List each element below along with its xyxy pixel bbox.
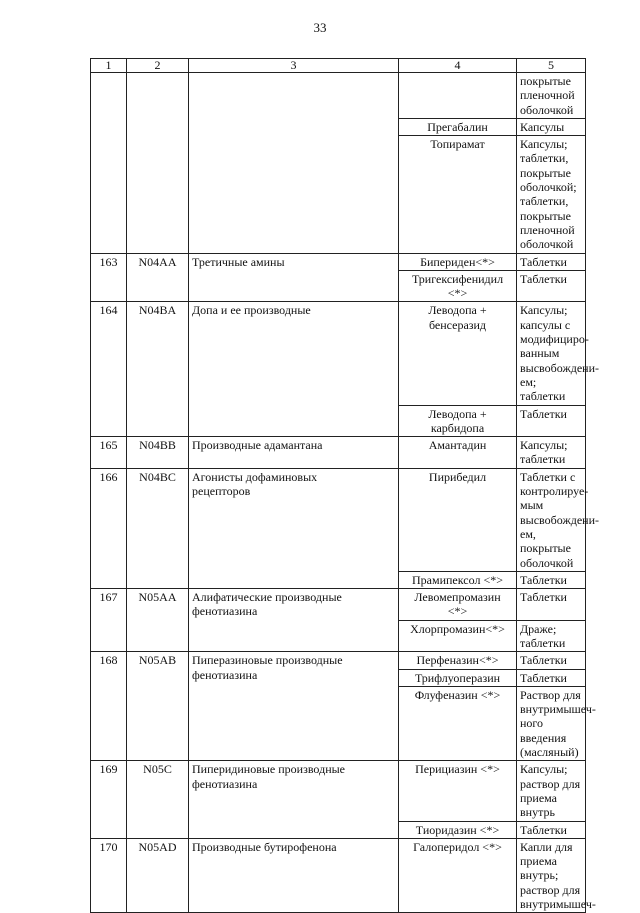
table-body	[91, 73, 600, 913]
column-header: 3	[189, 59, 399, 73]
drug-name-cell: Пирибедил	[399, 468, 517, 571]
dosage-form-cell: Таблетки	[517, 270, 586, 302]
drug-name-cell: Левомепромазин <*>	[399, 589, 517, 621]
atc-code-cell: N04AA	[127, 253, 189, 302]
drug-name-cell: Трифлуоперазин	[399, 669, 517, 686]
row-number-cell: 163	[91, 253, 127, 302]
drug-name-cell: Тиоридазин <*>	[399, 821, 517, 838]
group-name-cell: Пиперазиновые производные фенотиазина	[189, 652, 399, 761]
row-number-cell: 169	[91, 761, 127, 838]
table-row	[91, 652, 586, 669]
drug-name-cell: Перфеназин<*>	[399, 652, 517, 669]
group-name-cell: Пиперидиновые производные фенотиазина	[189, 761, 399, 838]
drug-name-cell: Прегабалин	[399, 118, 517, 135]
dosage-form-cell: Таблетки	[517, 405, 586, 437]
row-number-cell: 167	[91, 589, 127, 652]
medication-table	[90, 58, 600, 913]
dosage-form-cell: Таблетки	[517, 589, 586, 621]
row-number-cell: 164	[91, 302, 127, 437]
drug-name-cell: Леводопа + карбидопа	[399, 405, 517, 437]
drug-name-cell: Бипериден<*>	[399, 253, 517, 270]
group-name-cell: Агонисты дофаминовых рецепторов	[189, 468, 399, 588]
group-name-cell: Алифатические производные фенотиазина	[189, 589, 399, 652]
dosage-form-cell: Капсулы; таблетки	[517, 437, 586, 469]
header-row	[91, 59, 586, 73]
drug-name-cell: Топирамат	[399, 136, 517, 253]
dosage-form-cell: покрытые пленочной оболочкой	[517, 73, 586, 119]
drug-name-cell: Прамипексол <*>	[399, 571, 517, 588]
atc-code-cell: N04BB	[127, 437, 189, 469]
atc-code-cell: N04BA	[127, 302, 189, 437]
table-row	[91, 761, 586, 821]
column-header: 5	[517, 59, 586, 73]
dosage-form-cell: Таблетки с контролируе- мым высвобождени- ем, покрытые оболочкой	[517, 468, 586, 571]
table-row	[91, 253, 586, 270]
atc-code-cell: N05AD	[127, 838, 189, 912]
table-row	[91, 437, 586, 469]
atc-code-cell	[127, 73, 189, 254]
drug-name-cell: Галоперидол <*>	[399, 838, 517, 912]
drug-name-cell: Флуфеназин <*>	[399, 686, 517, 760]
dosage-form-cell: Таблетки	[517, 821, 586, 838]
drug-name-cell: Перициазин <*>	[399, 761, 517, 821]
atc-code-cell: N05AA	[127, 589, 189, 652]
group-name-cell: Производные адамантана	[189, 437, 399, 469]
drug-name-cell: Тригексифенидил <*>	[399, 270, 517, 302]
atc-code-cell: N05AB	[127, 652, 189, 761]
table-row	[91, 589, 586, 621]
row-number-cell: 166	[91, 468, 127, 588]
dosage-form-cell: Драже; таблетки	[517, 620, 586, 652]
dosage-form-cell: Капсулы	[517, 118, 586, 135]
atc-code-cell: N04BC	[127, 468, 189, 588]
dosage-form-cell: Капли для приема внутрь; раствор для внутримышеч-	[517, 838, 586, 912]
dosage-form-cell: Капсулы; таблетки, покрытые оболочкой; таблетки, покрытые пленочной оболочкой	[517, 136, 586, 253]
table-row	[91, 838, 586, 912]
group-name-cell: Производные бутирофенона	[189, 838, 399, 912]
dosage-form-cell: Капсулы; раствор для приема внутрь	[517, 761, 586, 821]
dosage-form-cell: Таблетки	[517, 669, 586, 686]
column-header: 2	[127, 59, 189, 73]
drug-name-cell: Амантадин	[399, 437, 517, 469]
table-row	[91, 302, 586, 405]
drug-name-cell: Хлорпромазин<*>	[399, 620, 517, 652]
column-header: 1	[91, 59, 127, 73]
drug-name-cell: Леводопа + бенсеразид	[399, 302, 517, 405]
row-number-cell	[91, 73, 127, 254]
dosage-form-cell: Таблетки	[517, 652, 586, 669]
dosage-form-cell: Таблетки	[517, 571, 586, 588]
dosage-form-cell: Капсулы; капсулы с модифициро- ванным высвобождени- ем; таблетки	[517, 302, 586, 405]
row-number-cell: 170	[91, 838, 127, 912]
row-number-cell: 168	[91, 652, 127, 761]
group-name-cell: Третичные амины	[189, 253, 399, 302]
group-name-cell	[189, 73, 399, 254]
page-number: 33	[313, 20, 327, 35]
dosage-form-cell: Раствор для внутримышеч- ного введения (масляный)	[517, 686, 586, 760]
column-header: 4	[399, 59, 517, 73]
drug-name-cell	[399, 73, 517, 119]
atc-code-cell: N05C	[127, 761, 189, 838]
table-row	[91, 468, 586, 571]
dosage-form-cell: Таблетки	[517, 253, 586, 270]
group-name-cell: Допа и ее производные	[189, 302, 399, 437]
row-number-cell: 165	[91, 437, 127, 469]
table-row	[91, 73, 586, 119]
